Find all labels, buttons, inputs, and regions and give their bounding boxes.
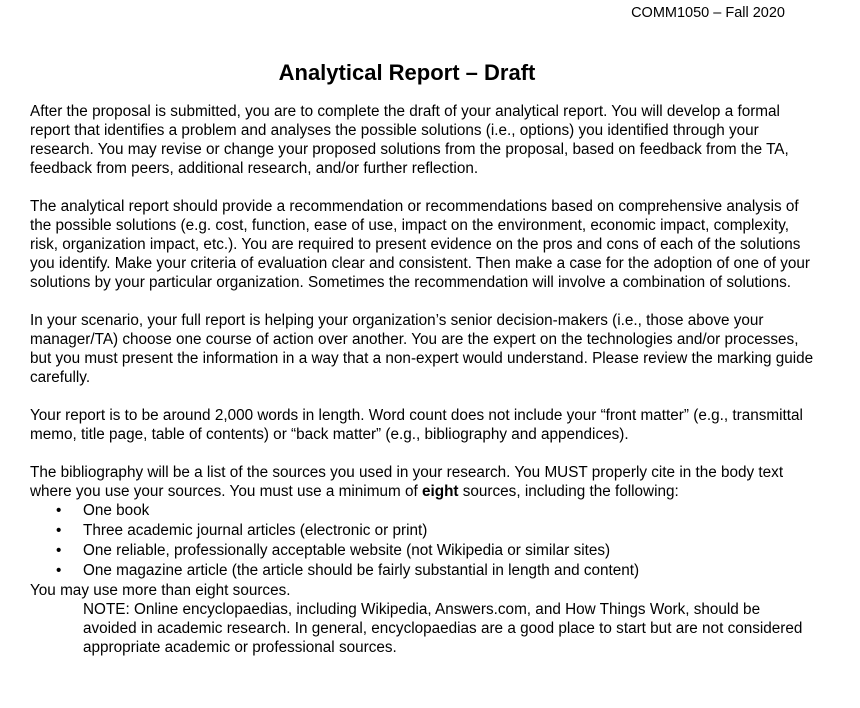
paragraph-overview: After the proposal is submitted, you are to complete the draft of your analytical report. You will develop a formal report that identifies a problem and analyses the possible solutions (i.e., options) you identified through your research. You may revise or change your proposed solutions from the proposal, based on feedback from the TA, feedback from peers, additional research, and/or further reflection. xyxy=(30,103,789,177)
list-item-text: One book xyxy=(83,502,150,519)
encyclopaedia-note: NOTE: Online encyclopaedias, including Wikipedia, Answers.com, and How Things Work, should be avoided in academic research. In general, encyclopaedias are a good place to start but are not considered appropriate academic or professional sources. xyxy=(83,601,803,656)
source-requirements-list xyxy=(30,501,815,581)
bibliography-intro-start: The bibliography will be a list of the sources you used in your research. You MUST properly cite in the body text where you use your sources. You must use a minimum of xyxy=(30,464,784,500)
more-sources-line: You may use more than eight sources. xyxy=(30,582,291,599)
bullet-icon: • xyxy=(56,502,62,519)
bibliography-intro-end: sources, including the following: xyxy=(458,483,679,500)
list-item xyxy=(30,501,815,521)
list-item xyxy=(30,561,815,581)
bullet-icon: • xyxy=(56,522,62,539)
list-item xyxy=(30,541,815,561)
list-item-text: One magazine article (the article should be fairly substantial in length and content) xyxy=(83,562,640,579)
bullet-icon: • xyxy=(56,562,62,579)
bibliography-intro-emphasis: eight xyxy=(421,483,459,500)
course-header: COMM1050 – Fall 2020 xyxy=(631,5,785,21)
document-body xyxy=(30,102,815,676)
list-item-text: One reliable, professionally acceptable website (not Wikipedia or similar sites) xyxy=(83,542,611,559)
paragraph-scenario: In your scenario, your full report is helping your organization’s senior decision-makers (i.e., those above your manager/TA) choose one course of action over another. You are the expert on the technologies and/or processes, but you must present the information in a way that a non-expert would understand. Please review the marking guide carefully. xyxy=(30,312,814,386)
bullet-icon: • xyxy=(56,542,62,559)
document-title: Analytical Report – Draft xyxy=(278,60,536,85)
list-item-text: Three academic journal articles (electronic or print) xyxy=(83,522,428,539)
paragraph-length: Your report is to be around 2,000 words in length. Word count does not include your “front matter” (e.g., transmittal memo, title page, table of contents) or “back matter” (e.g., bibliography and appendices). xyxy=(30,407,803,443)
paragraph-recommendation: The analytical report should provide a recommendation or recommendations based on comprehensive analysis of the possible solutions (e.g. cost, function, ease of use, impact on the environment, economic impact, complexity, risk, organization impact, etc.). You are required to present evidence on the pros and cons of each of the solutions you identify. Make your criteria of evaluation clear and consistent. Then make a case for the adoption of one of your solutions by your particular organization. Sometimes the recommendation will involve a combination of solutions. xyxy=(30,198,811,291)
paragraph-bibliography xyxy=(30,463,815,501)
list-item xyxy=(30,521,815,541)
